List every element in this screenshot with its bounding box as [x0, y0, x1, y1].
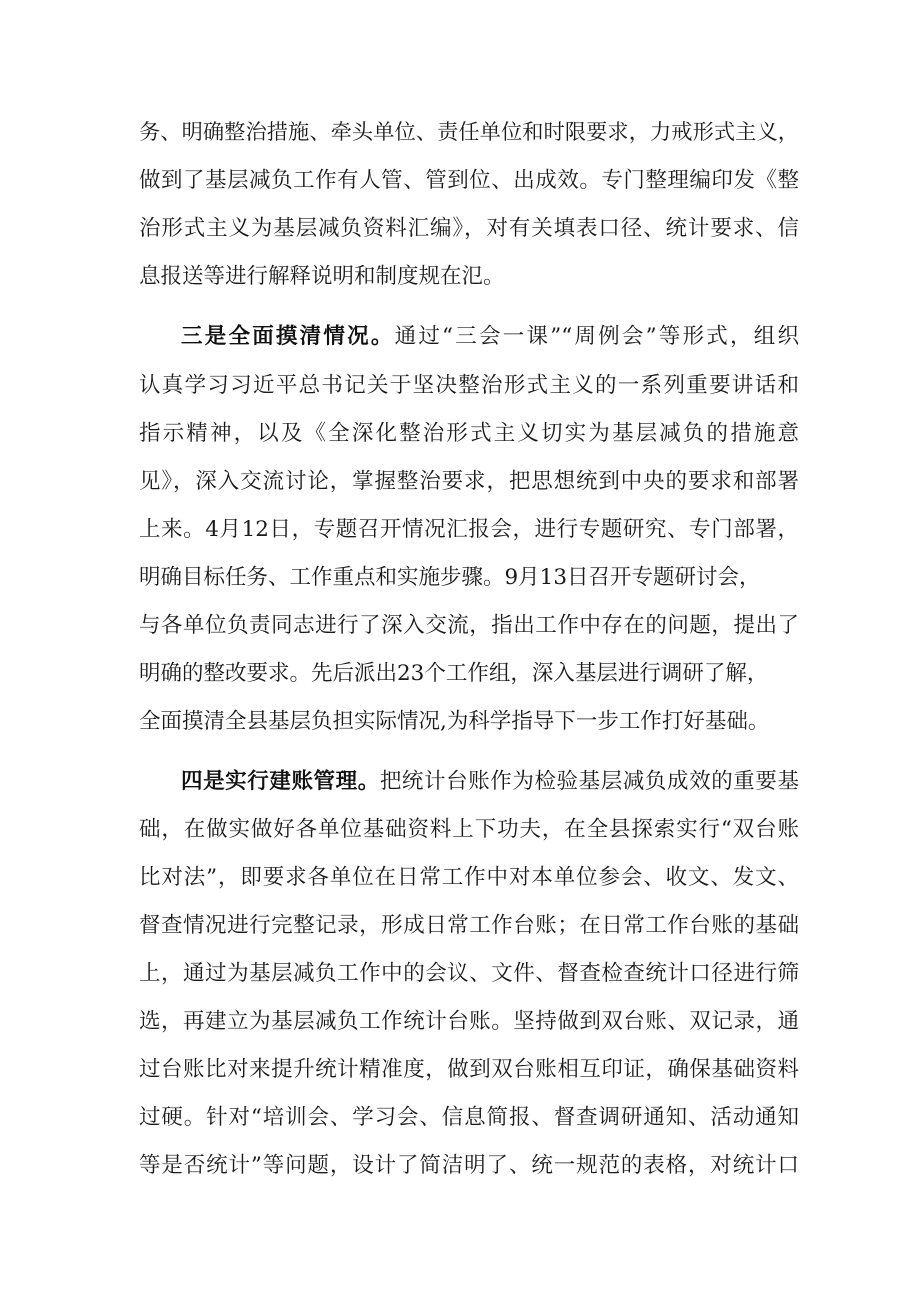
text-span: 把统计台账作为检验基层减负成效的重要基: [379, 769, 799, 794]
text-line: 全面摸清全县基层负担实际情况,为科学指导下一步工作打好基础。: [139, 709, 770, 734]
text-line: 过台账比对来提升统计精准度，做到双台账相互印证，确保基础资料: [139, 1057, 799, 1082]
text-line: 认真学习习近平总书记关于坚决整治形式主义的一系列重要讲话和: [139, 373, 799, 398]
text-line: 息报送等进行解释说明和制度规在氾。: [139, 264, 505, 289]
text-line: 明确目标任务、工作重点和实施步骤。9月13日召开专题研讨会，: [139, 565, 761, 590]
text-line: 务、明确整治措施、牵头单位、责任单位和时限要求，力戒形式主义，: [139, 120, 799, 145]
text-line: 础，在做实做好各单位基础资料上下功夫，在全县探索实行“双台账: [139, 817, 799, 842]
text-span: 通过“三会一课”“周例会”等形式，组织: [394, 324, 799, 349]
text-line: 上，通过为基层减负工作中的会议、文件、督查检查统计口径进行筛: [139, 961, 799, 986]
paragraph-first-line: [181, 764, 799, 800]
text-line: 做到了基层减负工作有人管、管到位、出成效。专门整理编印发《整: [139, 168, 799, 193]
text-line: 见》，深入交流讨论，掌握整治要求，把思想统到中央的要求和部署: [139, 469, 799, 494]
text-line: 比对法”，即要求各单位在日常工作中对本单位参会、收文、发文、: [139, 865, 799, 890]
text-line: 等是否统计”等问题，设计了简洁明了、统一规范的表格，对统计口: [139, 1153, 799, 1178]
text-line: 指示精神，以及《全深化整治形式主义切实为基层减负的措施意: [139, 421, 799, 446]
paragraph-first-line: [181, 319, 799, 355]
paragraph-lead-heading: 四是实行建账管理。: [181, 769, 380, 794]
text-line: 与各单位负责同志进行了深入交流，指出工作中存在的问题，提出了: [139, 613, 799, 638]
text-line: 选，再建立为基层减负工作统计台账。坚持做到双台账、双记录，通: [139, 1009, 799, 1034]
text-line: 过硬。针对“培训会、学习会、信息简报、督查调研通知、活动通知: [139, 1105, 799, 1130]
text-line: 明确的整改要求。先后派出23个工作组，深入基层进行调研了解，: [139, 661, 769, 686]
text-line: 上来。4月12日，专题召开情况汇报会，进行专题研究、专门部署，: [139, 517, 799, 542]
text-line: 治形式主义为基层减负资料汇编》，对有关填表口径、统计要求、信: [139, 216, 799, 241]
text-line: 督查情况进行完整记录，形成日常工作台账；在日常工作台账的基础: [139, 913, 799, 938]
paragraph-lead-heading: 三是全面摸清情况。: [181, 324, 395, 349]
